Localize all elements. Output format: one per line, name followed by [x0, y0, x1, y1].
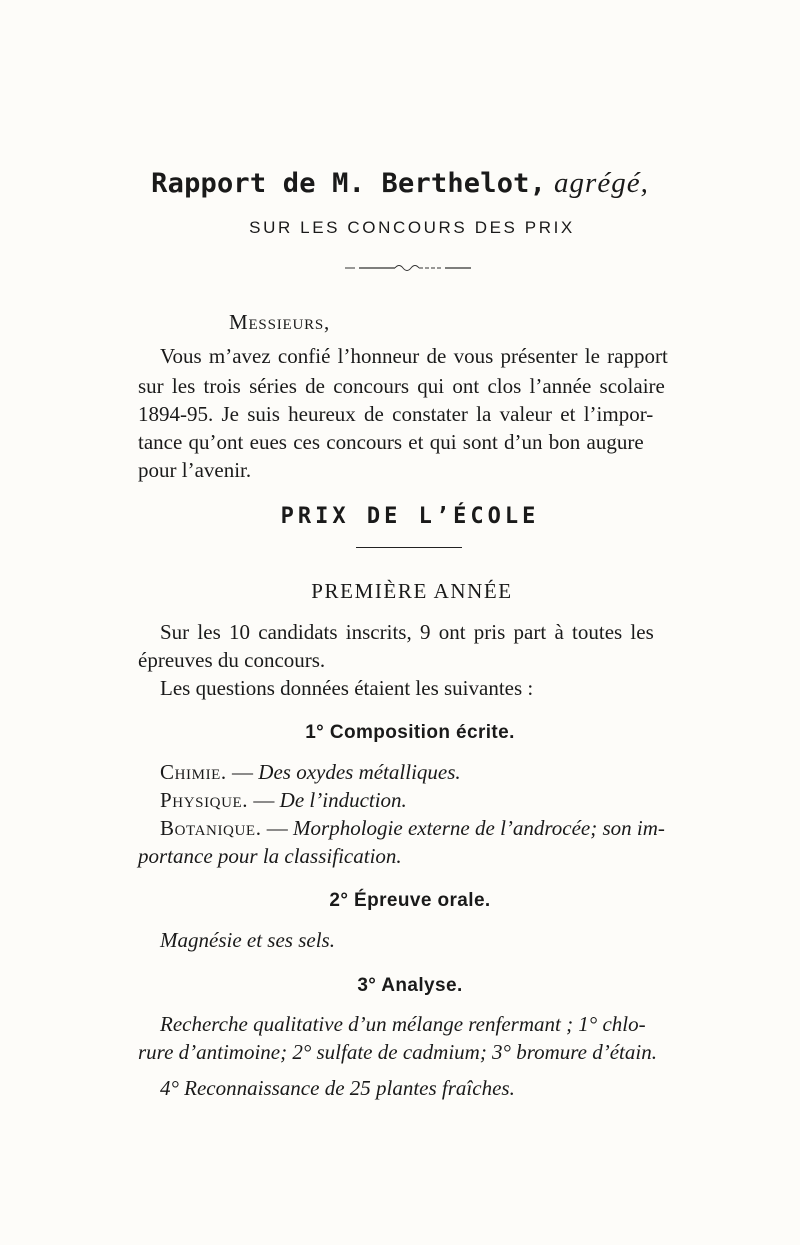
ornament-divider-icon: [343, 260, 473, 274]
section-title: PRIX DE L’ÉCOLE: [280, 504, 540, 529]
report-title: [0, 164, 800, 200]
analyse-line-2: rure d’antimoine; 2° sulfate de cadmium; 3° bromure d’étain.: [138, 1040, 657, 1064]
em-dash: —: [253, 788, 275, 812]
intro-line-3: 1894-95. Je suis heureux de constater la valeur et l’impor-: [138, 402, 654, 426]
year-title: PREMIÈRE ANNÉE: [311, 579, 513, 603]
intro-line-4: tance qu’ont eues ces concours et qui sont d’un bon augure: [138, 430, 644, 454]
botanique-text-1: Morphologie externe de l’androcée; son im-: [293, 816, 665, 840]
report-subtitle: SUR LES CONCOURS DES PRIX: [249, 218, 575, 237]
analyse-line-3: 4° Reconnaissance de 25 plantes fraîches.: [160, 1076, 515, 1100]
em-dash: —: [232, 760, 254, 784]
oral-heading: 2° Épreuve orale.: [329, 890, 491, 911]
chimie-text: Des oxydes métalliques.: [258, 760, 461, 784]
oral-text: Magnésie et ses sels.: [160, 928, 335, 952]
botanique-text-2: portance pour la classification.: [138, 844, 402, 868]
physique-label: Physique.: [160, 788, 249, 812]
chimie-line: [160, 760, 461, 785]
em-dash: —: [266, 816, 288, 840]
chimie-label: Chimie.: [160, 760, 227, 784]
botanique-line: [160, 816, 665, 841]
intro-line-1: Vous m’avez confié l’honneur de vous présenter le rapport: [160, 344, 668, 368]
section-line-1: Sur les 10 candidats inscrits, 9 ont pris part à toutes les: [160, 620, 654, 644]
botanique-label: Botanique.: [160, 816, 262, 840]
section-line-3: Les questions données étaient les suivantes :: [160, 676, 534, 700]
section-rule: [356, 547, 462, 548]
intro-line-2: sur les trois séries de concours qui ont clos l’année scolaire: [138, 374, 665, 398]
physique-text: De l’induction.: [279, 788, 407, 812]
section-line-2: épreuves du concours.: [138, 648, 326, 672]
report-title-role: agrégé,: [554, 167, 649, 199]
analyse-heading: 3° Analyse.: [357, 975, 463, 996]
analyse-line-1: Recherche qualitative d’un mélange renfermant ; 1° chlo-: [160, 1012, 646, 1036]
composition-heading: 1° Composition écrite.: [305, 722, 515, 743]
intro-line-5: pour l’avenir.: [138, 458, 252, 482]
salutation: Messieurs,: [229, 310, 331, 334]
report-title-main: Rapport de M. Berthelot,: [151, 168, 547, 199]
physique-line: [160, 788, 407, 813]
